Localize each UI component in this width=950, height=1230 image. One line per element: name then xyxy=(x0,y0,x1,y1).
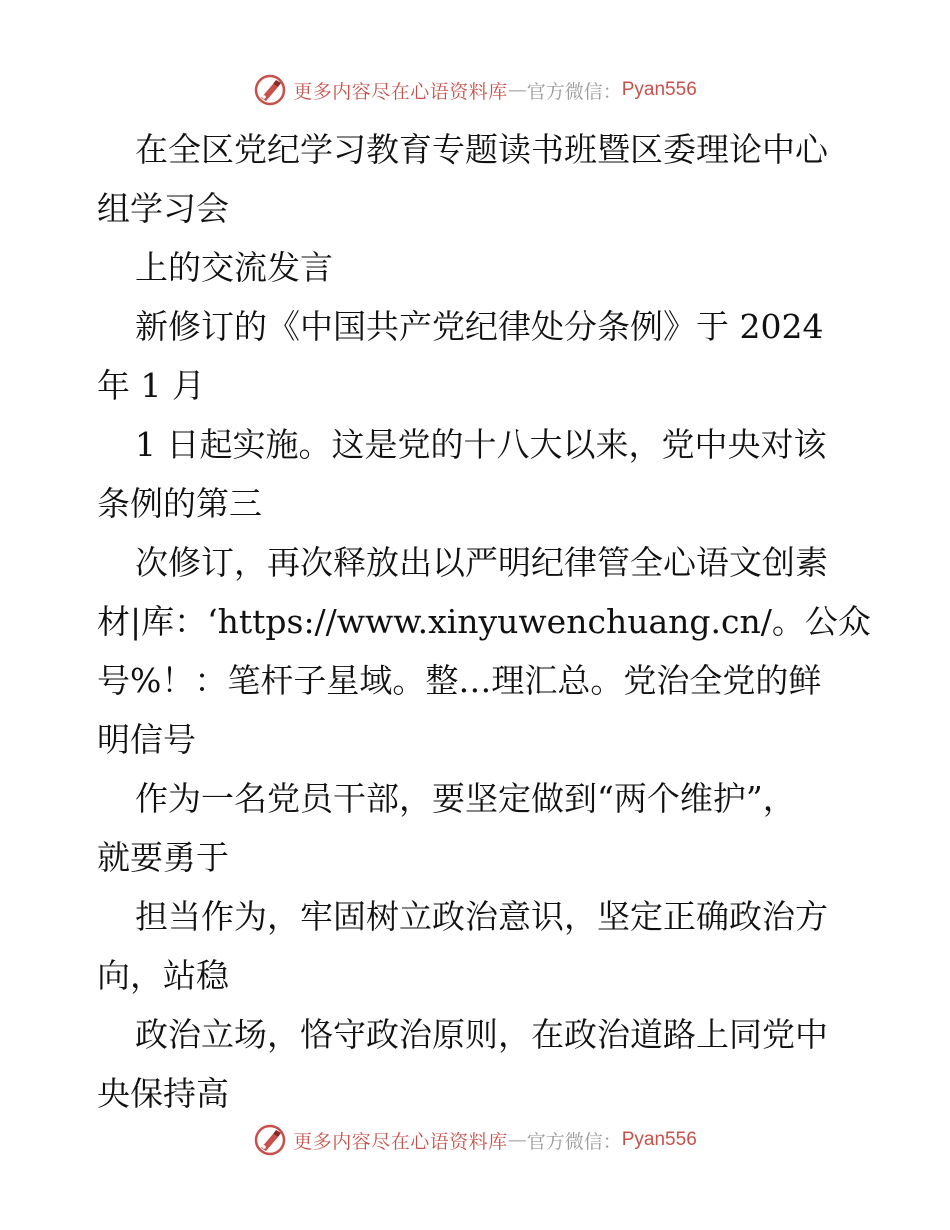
text-line: 向，站稳 xyxy=(97,956,229,995)
text-line: 在全区党纪学习教育专题读书班暨区委理论中心 xyxy=(135,130,828,169)
text-line: 就要勇于 xyxy=(97,838,229,877)
text-line: 条例的第三 xyxy=(97,484,262,523)
header-banner-text: 更多内容尽在心语资料库 xyxy=(293,80,508,103)
footer-wechat-id: Pyan556 xyxy=(621,1129,697,1150)
document-body xyxy=(97,120,871,1123)
text-line: 央保持高 xyxy=(97,1074,229,1113)
pen-logo-icon xyxy=(253,1123,287,1157)
header-banner-separator: — xyxy=(507,79,527,101)
text-line: 组学习会 xyxy=(97,189,229,228)
header-wechat-label: 官方微信： xyxy=(526,80,622,103)
header-wechat-id: Pyan556 xyxy=(621,79,697,100)
text-line: 新修订的《中国共产党纪律处分条例》于 2024 xyxy=(135,307,824,346)
footer-watermark-banner xyxy=(0,1122,950,1158)
text-line: 号%！：笔杆子星域。整…理汇总。党治全党的鲜 xyxy=(97,661,822,700)
text-line: 明信号 xyxy=(97,720,196,759)
text-line: 年 1 月 xyxy=(97,366,205,405)
footer-banner-text: 更多内容尽在心语资料库 xyxy=(293,1130,508,1153)
pen-logo-icon xyxy=(253,73,287,107)
text-line: 材|库：‘https://www.xinyuwenchuang.cn/。公众 xyxy=(97,602,871,641)
text-line: 担当作为，牢固树立政治意识，坚定正确政治方 xyxy=(135,897,828,936)
footer-banner-separator: — xyxy=(507,1129,527,1151)
header-watermark-banner xyxy=(0,72,950,108)
text-line: 作为一名党员干部，要坚定做到“两个维护”， xyxy=(135,779,796,818)
footer-wechat-label: 官方微信： xyxy=(526,1130,622,1153)
text-line: 次修订，再次释放出以严明纪律管全心语文创素 xyxy=(135,543,828,582)
text-line: 上的交流发言 xyxy=(135,248,333,287)
text-line: 1 日起实施。这是党的十八大以来，党中央对该 xyxy=(135,425,827,464)
text-line: 政治立场，恪守政治原则，在政治道路上同党中 xyxy=(135,1015,828,1054)
